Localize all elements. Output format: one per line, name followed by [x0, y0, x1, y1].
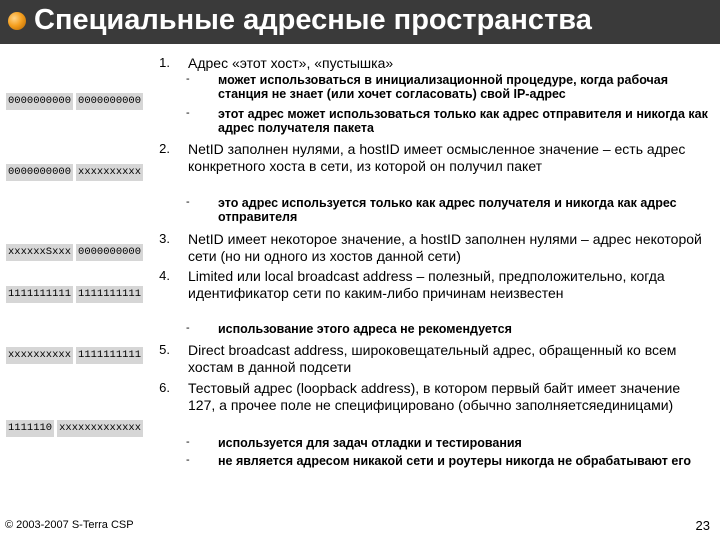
sub-item-text: использование этого адреса не рекомендуется — [218, 322, 512, 336]
address-host-field: 0000000000 — [76, 93, 143, 110]
sub-item-text: не является адресом никакой сети и роутеры никогда не обрабатывают его — [218, 454, 692, 468]
sub-item-text: этот адрес может использоваться только как адрес отправителя и никогда как адрес получателя пакета — [218, 107, 708, 135]
address-diagram-direct-broadcast — [6, 347, 143, 364]
item-number: 1. — [159, 55, 170, 70]
address-host-field: 1111111111 — [76, 286, 143, 303]
address-diagram-limited-broadcast — [6, 286, 143, 303]
address-host-field: xxxxxxxxxxxxx — [57, 420, 143, 437]
item-number: 2. — [159, 141, 170, 156]
item-text: Адрес «этот хост», «пустышка» — [188, 55, 394, 71]
address-net-field: xxxxxxxxxx — [6, 347, 73, 364]
address-host-field: xxxxxxxxxx — [76, 164, 143, 181]
address-diagram-host-in-net — [6, 164, 143, 181]
sub-item-text: используется для задач отладки и тестирования — [218, 436, 522, 450]
address-diagram-this-host — [6, 93, 143, 110]
address-host-field: 1111111111 — [76, 347, 143, 364]
sub-bullet-dash: - — [186, 196, 190, 208]
sub-bullet-dash: - — [186, 454, 190, 466]
item-number: 5. — [159, 342, 170, 357]
address-net-field: 0000000000 — [6, 93, 73, 110]
title-bar — [0, 0, 720, 44]
address-net-field: 1111111111 — [6, 286, 73, 303]
item-number: 3. — [159, 231, 170, 246]
item-text: NetID имеет некоторое значение, а hostID заполнен нулями – адрес некоторой сети (но ни одного из хостов данной сети) — [188, 231, 702, 264]
sub-bullet-dash: - — [186, 107, 190, 119]
item-text: NetID заполнен нулями, а hostID имеет осмысленное значение – есть адрес конкретного хоста в сети, из которой он получил пакет — [188, 141, 686, 174]
sub-item-text: это адрес используется только как адрес получателя и никогда как адрес отправителя — [218, 196, 677, 224]
page-number: 23 — [695, 518, 710, 533]
address-host-field: 0000000000 — [76, 244, 143, 261]
address-diagram-network — [6, 244, 143, 261]
sub-bullet-dash: - — [186, 322, 190, 334]
address-net-field: xxxxxxSxxx — [6, 244, 73, 261]
item-text: Direct broadcast address, широковещательный адрес, обращенный ко всем хостам в данной подсети — [188, 342, 677, 375]
address-net-field: 0000000000 — [6, 164, 73, 181]
address-diagram-loopback — [6, 420, 143, 437]
item-number: 6. — [159, 380, 170, 395]
sub-bullet-dash: - — [186, 436, 190, 448]
sub-bullet-dash: - — [186, 73, 190, 85]
footer-copyright: © 2003-2007 S-Terra CSP — [5, 519, 134, 531]
slide-title: Специальные адресные пространства — [34, 4, 592, 36]
item-text: Limited или local broadcast address – полезный, предположительно, когда идентификатор сети по каким-либо причинам неизвестен — [188, 268, 665, 301]
sub-item-text: может использоваться в инициализационной процедуре, когда рабочая станция не знает (или хочет согласовать) свой IP-адрес — [218, 73, 669, 101]
item-number: 4. — [159, 268, 170, 283]
address-net-field: 1111110 — [6, 420, 54, 437]
title-bullet-icon — [8, 12, 26, 30]
item-text: Тестовый адрес (loopback address), в котором первый байт имеет значение 127, а прочее поле не специфицировано (обычно заполняетсяединицами) — [188, 380, 681, 413]
